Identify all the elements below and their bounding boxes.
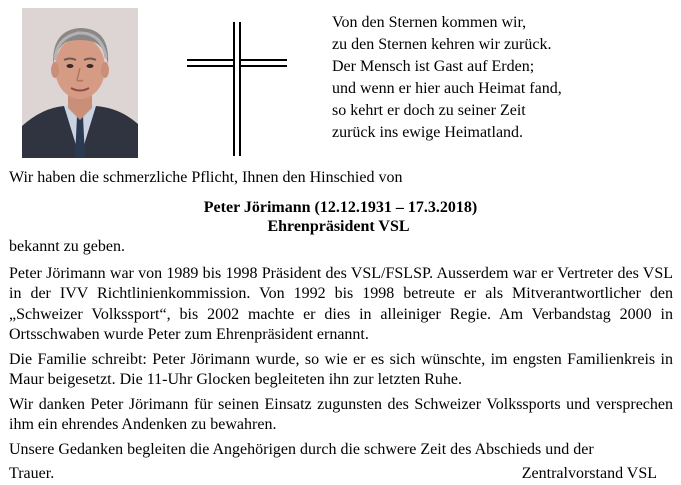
obituary-body — [9, 237, 673, 485]
paragraph: Wir danken Peter Jörimann für seinen Einsatz zugunsten des Schweizer Volkssports und versprechen ihm ein ehrendes Andenken zu bewahren. — [9, 395, 673, 433]
paragraph: Peter Jörimann war von 1989 bis 1998 Präsident des VSL/FSLSP. Ausserdem war er Vertreter des VSL in der IVV Richtlinienkommission. Von 1992 bis 1998 betreute er als Mitverantwortlicher den „Schweizer Volkssport“, bis 2002 machte er dies in alleiniger Regie. Am Verbandstag 2000 in Ortsschwaben wurde Peter zum Ehrenpräsident ernannt. — [9, 264, 673, 343]
paragraph: Unsere Gedanken begleiten die Angehörigen durch die schwere Zeit des Abschieds und der — [9, 440, 594, 458]
deceased-name: Peter Jörimann (12.12.1931 – 17.3.2018) — [203, 199, 478, 216]
poem-line: Von den Sternen kommen wir, — [332, 14, 527, 31]
paragraph: Die Familie schreibt: Peter Jörimann wurde, so wie er es sich wünschte, im engsten Familienkreis in Maur beigesetzt. Die 11-Uhr Glocken begleiteten ihn zur letzten Ruhe. — [9, 350, 673, 388]
poem-line: zu den Sternen kehren wir zurück. — [332, 36, 552, 53]
poem-line: Der Mensch ist Gast auf Erden; — [332, 58, 535, 75]
poem-line: so kehrt er doch zu seiner Zeit — [332, 102, 526, 119]
intro-text: Wir haben die schmerzliche Pflicht, Ihnen den Hinschied von — [9, 169, 403, 186]
deceased-heading — [0, 198, 681, 236]
honorary-title: Ehrenpräsident VSL — [267, 218, 410, 235]
portrait-photo — [22, 8, 138, 158]
paragraph: bekannt zu geben. — [9, 238, 125, 255]
poem-line: zurück ins ewige Heimatland. — [332, 124, 524, 141]
signature: Zentralvorstand VSL — [521, 465, 657, 482]
paragraph-end: Trauer. — [9, 465, 55, 482]
cross-icon — [187, 22, 287, 156]
closing-row — [9, 464, 673, 485]
poem-line: und wenn er hier auch Heimat fand, — [332, 80, 562, 97]
poem — [332, 12, 562, 144]
